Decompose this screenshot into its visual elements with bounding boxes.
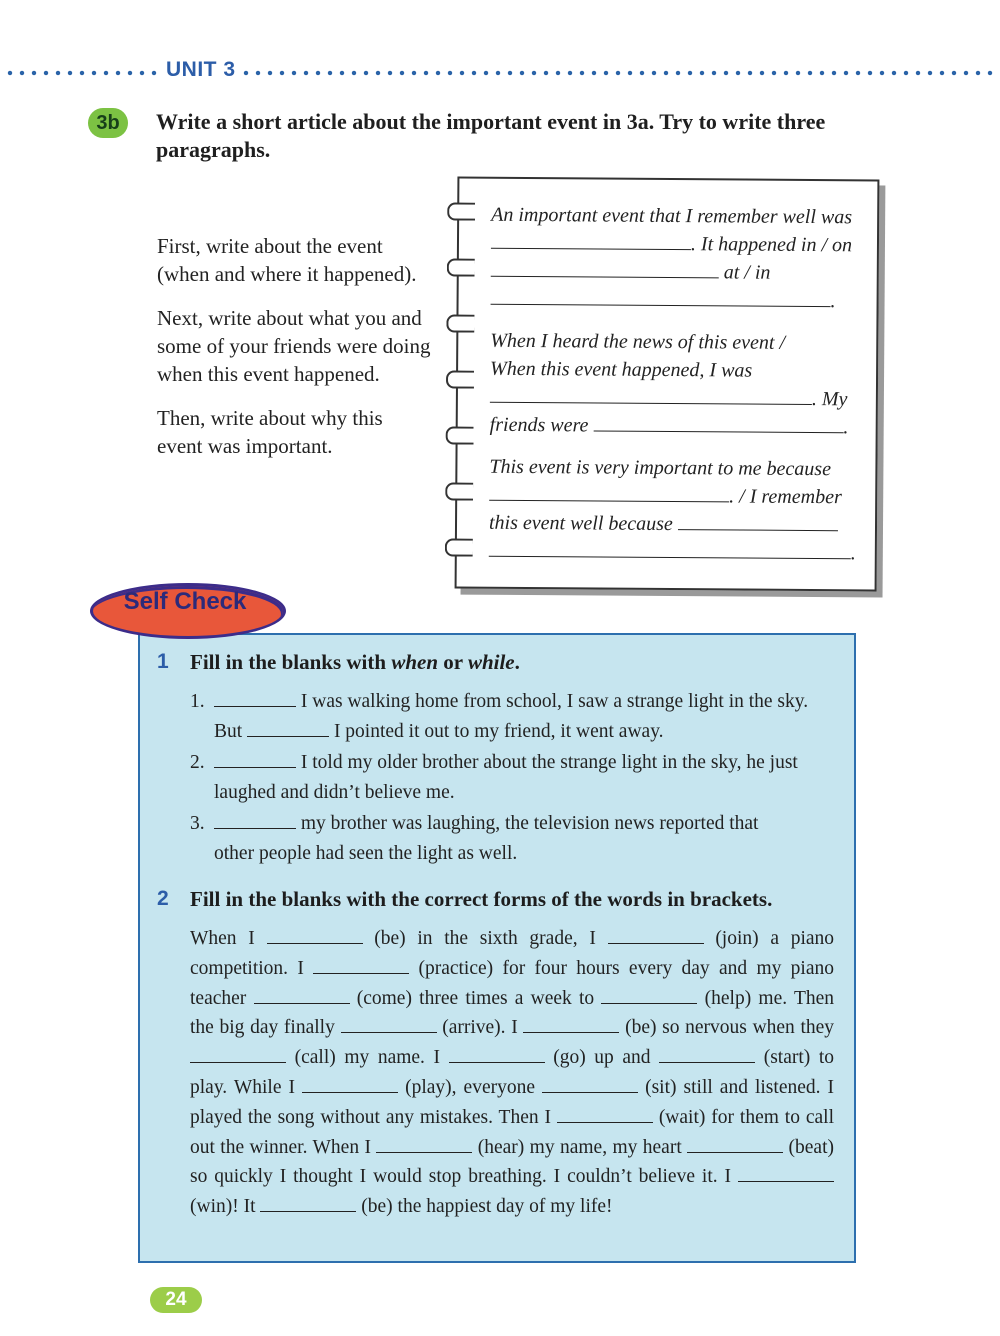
answer-blank[interactable] <box>214 810 296 829</box>
answer-blank[interactable] <box>376 1134 472 1153</box>
binder-ring-icon <box>447 202 475 220</box>
note-template-text: An important event that I remember well was . It happened in / on at / in . When I heard the news of this event / When this event happened, I was . My friends were . This event is very important to me because . / I remember this event well because . <box>488 203 856 565</box>
binder-ring-icon <box>445 482 473 500</box>
blank-remember-because-2[interactable] <box>489 538 851 560</box>
question-2-passage: When I (be) in the sixth grade, I (join) a piano competition. I (practice) for four hours every day and my piano teacher (come) three times a week to (help) me. Then the big day finally (arrive). I (be) so nervous when they (call) my name. I (go) up and (start) to play. While I (play), everyone (sit) still and listened. I played the song without any mistakes. Then I (wait) for them to call out the winner. When I (hear) my name, my heart (beat) so quickly I thought I would stop breathing. I couldn’t believe it. I (win)! It (be) the happiest day of my life! <box>190 924 834 1222</box>
answer-blank[interactable] <box>687 1134 783 1153</box>
answer-blank[interactable] <box>247 718 329 737</box>
question-1-item: 3. my brother was laughing, the television news reported that other people had seen the light as well. <box>214 809 844 869</box>
answer-blank[interactable] <box>601 985 697 1004</box>
answer-blank[interactable] <box>738 1163 834 1182</box>
note-card <box>455 177 880 592</box>
answer-blank[interactable] <box>214 749 296 768</box>
page-number: 24 <box>150 1287 202 1313</box>
self-check-title: Self Check <box>123 588 247 615</box>
answer-blank[interactable] <box>523 1014 619 1033</box>
blank-i-was[interactable] <box>490 384 812 405</box>
question-1-item: 2. I told my older brother about the strange light in the sky, he just laughed and didn’t believe me. <box>214 748 844 808</box>
question-2-heading: Fill in the blanks with the correct forms of the words in brackets. <box>190 887 773 911</box>
header-dots-right <box>240 70 996 76</box>
answer-blank[interactable] <box>267 925 363 944</box>
binder-ring-icon <box>447 258 475 276</box>
answer-blank[interactable] <box>557 1104 653 1123</box>
blank-friends-were[interactable] <box>593 412 843 433</box>
answer-blank[interactable] <box>542 1074 638 1093</box>
step-first: First, write about the event (when and where it happened). <box>157 234 417 286</box>
answer-blank[interactable] <box>260 1193 356 1212</box>
binder-ring-icon <box>446 426 474 444</box>
step-then: Then, write about why this event was important. <box>157 406 383 458</box>
answer-blank[interactable] <box>341 1014 437 1033</box>
unit-title: UNIT 3 <box>166 58 236 81</box>
answer-blank[interactable] <box>449 1044 545 1063</box>
blank-event[interactable] <box>491 230 691 250</box>
blank-remember-because[interactable] <box>678 511 838 531</box>
blank-time[interactable] <box>491 258 719 279</box>
answer-blank[interactable] <box>659 1044 755 1063</box>
blank-because[interactable] <box>489 482 729 503</box>
question-2-number: 2 <box>157 887 169 910</box>
answer-blank[interactable] <box>254 985 350 1004</box>
exercise-instruction: Write a short article about the important event in 3a. Try to write three paragraphs. <box>156 109 826 162</box>
step-next: Next, write about what you and some of your friends were doing when this event happened. <box>157 306 431 386</box>
answer-blank[interactable] <box>190 1044 286 1063</box>
writing-steps <box>157 232 432 476</box>
answer-blank[interactable] <box>214 688 296 707</box>
answer-blank[interactable] <box>302 1074 398 1093</box>
exercise-badge: 3b <box>88 108 128 138</box>
answer-blank[interactable] <box>313 955 409 974</box>
question-1-item: 1. I was walking home from school, I saw a strange light in the sky. But I pointed it out to my friend, it went away. <box>214 687 844 747</box>
binder-ring-icon <box>445 538 473 556</box>
question-1-number: 1 <box>157 650 169 673</box>
question-1-heading: Fill in the blanks with when or while. <box>190 650 520 674</box>
binder-ring-icon <box>446 370 474 388</box>
header-dots-left <box>4 70 160 76</box>
binder-ring-icon <box>446 314 474 332</box>
blank-place[interactable] <box>491 286 831 307</box>
answer-blank[interactable] <box>608 925 704 944</box>
